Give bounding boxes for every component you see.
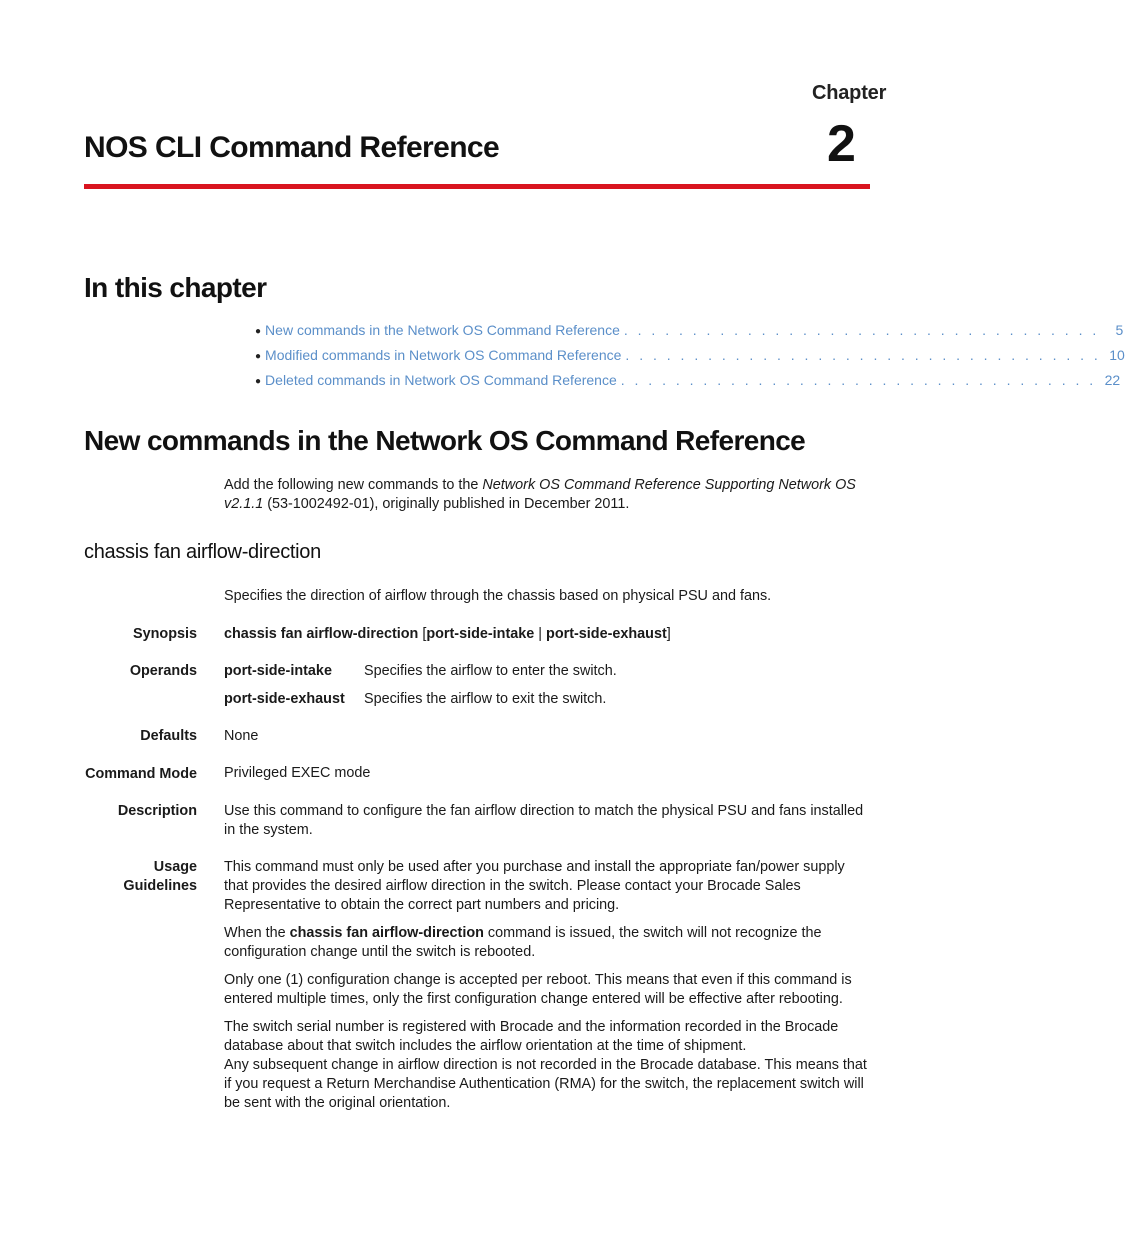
usage-p2-cmd: chassis fan airflow-direction — [289, 925, 484, 941]
defaults-label: Defaults — [140, 728, 197, 744]
operands-label: Operands — [129, 663, 197, 679]
usage-paragraph — [224, 924, 872, 962]
description-label: Description — [117, 803, 197, 819]
toc-item-page[interactable]: 22 — [1104, 372, 1121, 388]
bullet-icon: ● — [255, 326, 262, 337]
synopsis-opt-exhaust: port-side-exhaust — [546, 626, 667, 642]
toc-item-page[interactable]: 10 — [1109, 347, 1125, 363]
operand-desc: Specifies the airflow to enter the switch. — [364, 663, 617, 679]
command-mode-label: Command Mode — [85, 766, 197, 782]
toc-item-label[interactable]: Modified commands in Network OS Command Reference — [265, 347, 622, 363]
toc-item-deleted-commands[interactable] — [255, 372, 1121, 397]
command-mode-value: Privileged EXEC mode — [224, 765, 371, 781]
toc-item-label[interactable]: Deleted commands in Network OS Command Reference — [265, 372, 617, 388]
toc-item-page[interactable]: 5 — [1115, 322, 1124, 338]
toc-item-modified-commands[interactable] — [255, 347, 1125, 372]
chapter-label: Chapter — [812, 82, 887, 104]
usage-p2-prefix: When the — [224, 925, 290, 941]
usage-label-line1: Usage — [153, 859, 197, 875]
operand-name: port-side-exhaust — [224, 691, 345, 707]
synopsis-sep: | — [534, 626, 547, 642]
toc-item-label[interactable]: New commands in the Network OS Command Reference — [265, 322, 620, 338]
title-rule — [84, 184, 870, 189]
usage-p4a: The switch serial number is registered with Brocade and the information recorded in the Brocade database about that switch includes the airflow orientation at the time of shipment. — [224, 1019, 839, 1054]
usage-label-line2: Guidelines — [123, 878, 197, 894]
usage-p2-suffix: command is issued, the switch will not recognize the configuration change until the switch is rebooted. — [224, 925, 822, 960]
toc-leader-dots: . . . . . . . . . . . . . . . . . . . . . . . . . . . . . . . . . . . — [625, 347, 1101, 363]
chapter-number: 2 — [827, 115, 856, 173]
synopsis-label: Synopsis — [133, 626, 197, 642]
usage-paragraph: This command must only be used after you purchase and install the appropriate fan/power supply that provides the desired airflow direction in the switch. Please contact your Brocade Sales Representative to obtain the correct part numbers and pricing. — [224, 859, 845, 913]
toc-leader-dots: . . . . . . . . . . . . . . . . . . . . . . . . . . . . . . . . . . . — [620, 372, 1097, 388]
usage-paragraph — [224, 1018, 872, 1113]
toc-item-new-commands[interactable] — [255, 322, 1124, 347]
synopsis-opt-intake: port-side-intake — [426, 626, 535, 642]
description-value: Use this command to configure the fan airflow direction to match the physical PSU and fans installed in the system. — [224, 803, 864, 838]
synopsis-open: [ — [418, 626, 427, 642]
intro-prefix: Add the following new commands to the — [224, 477, 483, 493]
in-this-chapter-heading: In this chapter — [84, 272, 267, 303]
new-commands-heading: New commands in the Network OS Command Reference — [84, 425, 806, 456]
page-title: NOS CLI Command Reference — [84, 131, 500, 164]
command-summary: Specifies the direction of airflow through the chassis based on physical PSU and fans. — [224, 588, 772, 604]
defaults-value: None — [224, 728, 259, 744]
usage-guidelines-body — [224, 858, 872, 1113]
synopsis-text — [224, 625, 872, 644]
intro-doc-title: Network OS Command Reference Supporting Network OS v2.1.1 — [224, 477, 856, 512]
operand-desc: Specifies the airflow to exit the switch. — [364, 691, 607, 707]
synopsis-cmd: chassis fan airflow-direction — [224, 626, 419, 642]
bullet-icon: ● — [255, 376, 262, 387]
operand-name: port-side-intake — [224, 663, 332, 679]
command-heading: chassis fan airflow-direction — [84, 541, 321, 563]
synopsis-close: ] — [666, 626, 671, 642]
toc-leader-dots: . . . . . . . . . . . . . . . . . . . . . . . . . . . . . . . . . . . — [623, 322, 1100, 338]
intro-suffix: (53-1002492-01), originally published in December 2011. — [263, 496, 630, 512]
usage-guidelines-label — [84, 858, 197, 896]
chapter-toc — [255, 322, 1125, 397]
usage-paragraph: Only one (1) configuration change is accepted per reboot. This means that even if this command is entered multiple times, only the first configuration change entered will be effective after rebooting. — [224, 972, 852, 1007]
new-commands-intro — [224, 476, 872, 514]
bullet-icon: ● — [255, 351, 262, 362]
usage-p4b: Any subsequent change in airflow direction is not recorded in the Brocade database. This means that if you request a Return Merchandise Authentication (RMA) for the switch, the replacement switch will be sent with the original orientation. — [224, 1057, 867, 1111]
